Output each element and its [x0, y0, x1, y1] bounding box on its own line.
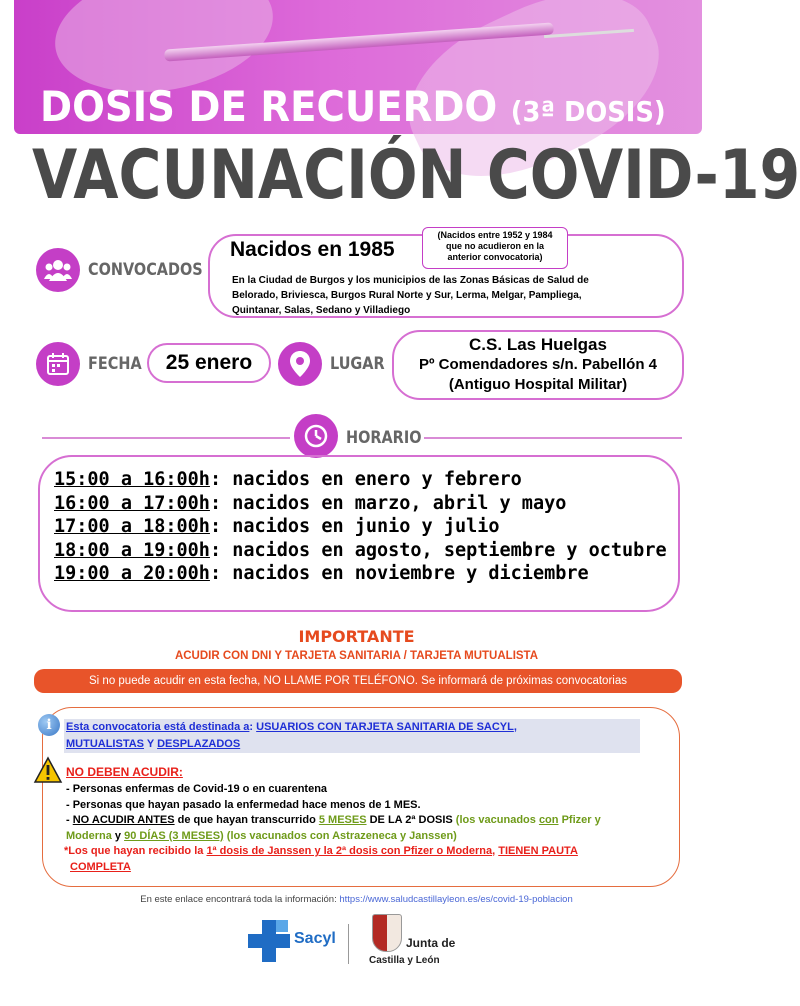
sacyl-logo-text: Sacyl	[294, 930, 336, 947]
calendar-icon	[36, 342, 80, 386]
header-banner	[14, 0, 702, 134]
lugar-note: (Antiguo Hospital Militar)	[448, 376, 628, 393]
divider-right	[424, 437, 682, 439]
schedule-row	[54, 492, 678, 516]
warning-bar: Si no puede acudir en esta fecha, NO LLAME POR TELÉFONO. Se informará de próximas convocatorias	[34, 669, 682, 693]
convocados-heading: Nacidos en 1985	[230, 238, 395, 261]
mutualistas-link[interactable]: MUTUALISTAS	[66, 738, 145, 750]
schedule-time: 19:00 a 20:00h	[54, 563, 210, 584]
text-part: DE LA 2ª DOSIS	[366, 814, 456, 826]
text-part: Pfizer y	[561, 814, 601, 826]
sacyl-logo-icon	[246, 918, 292, 969]
text-part: con	[538, 814, 559, 826]
fecha-value: 25 enero	[147, 343, 271, 383]
lugar-box	[392, 330, 684, 400]
clock-icon	[294, 414, 338, 458]
text-part: 90 DÍAS (3 MESES)	[124, 829, 224, 842]
body-line: Quintanar, Salas, Sedano y Villadiego	[232, 305, 411, 316]
info-link-line	[0, 894, 713, 905]
text-part: 1ª dosis de Janssen y la 2ª dosis con Pfizer o Moderna	[206, 845, 493, 857]
schedule-row	[54, 562, 678, 586]
importante-title: IMPORTANTE	[298, 627, 415, 646]
schedule-text: : nacidos en enero y febrero	[209, 469, 522, 490]
info-icon: i	[38, 714, 60, 736]
note-line: (Nacidos entre 1952 y 1984	[437, 230, 553, 240]
schedule-time: 16:00 a 17:00h	[54, 492, 210, 514]
schedule-row	[54, 468, 678, 492]
convocados-body	[232, 273, 672, 318]
text-part: ,	[492, 845, 499, 857]
destination-colon: :	[249, 721, 257, 733]
no-acudir-heading: NO DEBEN ACUDIR:	[66, 765, 183, 779]
schedule-box	[38, 455, 680, 612]
castilla-leon-crest-icon	[372, 914, 402, 952]
list-item	[66, 813, 676, 844]
text-part: COMPLETA	[70, 860, 131, 873]
list-item: - Personas que hayan pasado la enfermedad hace menos de 1 MES.	[66, 798, 421, 811]
desplazados-link[interactable]: DESPLAZADOS	[157, 738, 241, 750]
convocados-note	[422, 227, 568, 269]
destination-comma: ,	[513, 721, 517, 733]
info-url-link[interactable]: https://www.saludcastillayleon.es/es/covid-19-poblacion	[339, 894, 573, 905]
exclusion-list	[66, 782, 676, 875]
sacyl-users-link[interactable]: USUARIOS CON TARJETA SANITARIA DE SACYL	[256, 721, 514, 733]
junta-line2: Castilla y León	[369, 955, 440, 966]
text-part: Moderna	[66, 829, 112, 842]
importante-subtitle: ACUDIR CON DNI Y TARJETA SANITARIA / TARJETA MUTUALISTA	[174, 650, 539, 662]
text-part: 5 MESES	[318, 814, 367, 826]
banner-title-text: DOSIS DE RECUERDO	[40, 82, 498, 131]
main-title: VACUNACIÓN COVID-19	[32, 136, 800, 215]
list-item: - Personas enfermas de Covid-19 o en cuarentena	[66, 783, 328, 795]
lugar-label: LUGAR	[330, 354, 385, 374]
junta-line1: Junta de	[406, 936, 456, 950]
note-line: anterior convocatoria)	[447, 252, 543, 262]
destination-prefix[interactable]: Esta convocatoria está destinada a	[66, 721, 250, 733]
lugar-name: C.S. Las Huelgas	[469, 335, 607, 354]
warning-icon	[34, 757, 62, 788]
lugar-address: Pº Comendadores s/n. Pabellón 4	[418, 356, 658, 373]
schedule-text: : nacidos en marzo, abril y mayo	[209, 492, 567, 514]
banner-subtitle: (3ª DOSIS)	[510, 95, 666, 128]
destination-note	[64, 719, 640, 753]
divider-left	[42, 437, 290, 439]
people-icon	[36, 248, 80, 292]
body-line: En la Ciudad de Burgos y los municipios de las Zonas Básicas de Salud de	[232, 275, 589, 286]
note-line: que no acudieron en la	[445, 241, 544, 251]
text-part: y	[111, 829, 125, 842]
link-prefix: En este enlace encontrará toda la información:	[140, 894, 340, 905]
logo-divider	[348, 924, 349, 964]
banner-title	[40, 82, 666, 131]
schedule-time: 17:00 a 18:00h	[54, 516, 210, 537]
list-item	[64, 844, 676, 875]
schedule-row	[54, 539, 678, 563]
map-pin-icon	[278, 342, 322, 386]
schedule-text: : nacidos en agosto, septiembre y octubre	[209, 539, 667, 561]
text-part: (los vacunados con Astrazeneca y Janssen)	[223, 829, 457, 842]
convocados-label: CONVOCADOS	[88, 260, 203, 280]
body-line: Belorado, Briviesca, Burgos Rural Norte y Sur, Lerma, Melgar, Pampliega,	[232, 290, 582, 301]
text-part: *Los que hayan recibido la	[64, 845, 207, 857]
text-part: TIENEN PAUTA	[498, 845, 578, 857]
destination-y: Y	[144, 738, 158, 750]
horario-label: HORARIO	[346, 428, 422, 448]
schedule-text: : nacidos en junio y julio	[209, 516, 500, 537]
fecha-label: FECHA	[88, 354, 142, 374]
schedule-row	[54, 515, 678, 539]
text-part: (los vacunados	[455, 814, 539, 826]
text-part: de que hayan transcurrido	[174, 814, 319, 826]
text-part: NO ACUDIR ANTES	[72, 814, 175, 826]
schedule-time: 15:00 a 16:00h	[54, 469, 210, 490]
schedule-time: 18:00 a 19:00h	[54, 539, 210, 561]
text-part: -	[66, 814, 73, 826]
junta-logo-text	[406, 937, 455, 950]
schedule-text: : nacidos en noviembre y diciembre	[209, 563, 589, 584]
